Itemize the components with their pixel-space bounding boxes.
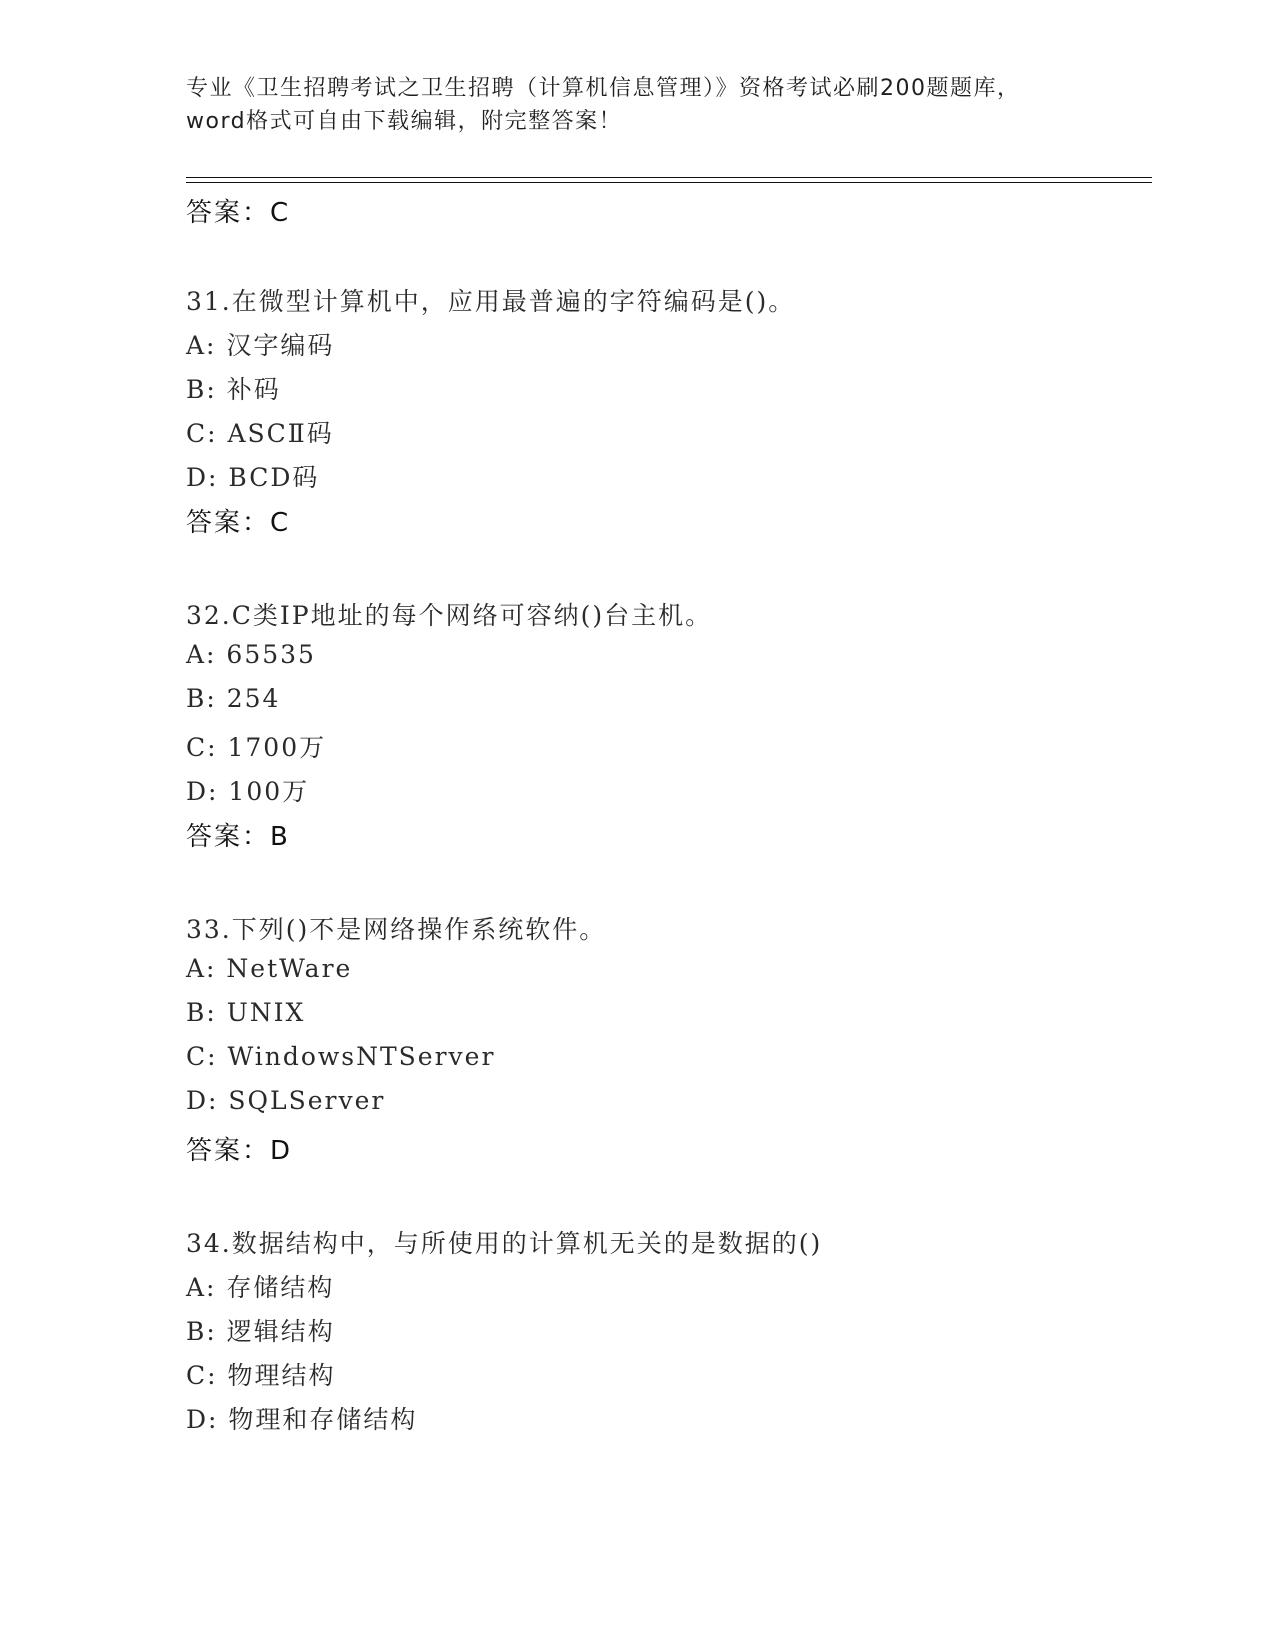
option-32-a: A: 65535	[186, 640, 316, 669]
option-34-d: D: 物理和存储结构	[186, 1405, 418, 1434]
option-34-c: C: 物理结构	[186, 1361, 336, 1390]
option-32-b: B: 254	[186, 684, 281, 713]
question-32: 32.C类IP地址的每个网络可容纳()台主机。	[186, 601, 713, 630]
answer-31: 答案：C	[186, 508, 291, 538]
question-31: 31.在微型计算机中，应用最普遍的字符编码是()。	[186, 287, 796, 316]
answer-33: 答案：D	[186, 1136, 293, 1166]
option-33-c: C: WindowsNTServer	[186, 1042, 496, 1071]
question-33: 33.下列()不是网络操作系统软件。	[186, 915, 607, 944]
option-32-d: D: 100万	[186, 777, 310, 806]
document-header	[186, 72, 1066, 138]
option-31-c: C: ASCⅡ码	[186, 419, 334, 448]
option-31-b: B: 补码	[186, 375, 281, 404]
header-line-2: word格式可自由下载编辑，附完整答案！	[186, 109, 623, 134]
option-33-a: A: NetWare	[186, 954, 353, 983]
header-divider-top	[186, 177, 1152, 178]
option-32-c: C: 1700万	[186, 733, 327, 762]
option-31-a: A: 汉字编码	[186, 331, 335, 360]
option-34-a: A: 存储结构	[186, 1273, 335, 1302]
option-33-d: D: SQLServer	[186, 1086, 386, 1115]
option-33-b: B: UNIX	[186, 998, 306, 1027]
header-line-1: 专业《卫生招聘考试之卫生招聘（计算机信息管理）》资格考试必刷200题题库，	[186, 76, 1021, 101]
option-31-d: D: BCD码	[186, 463, 320, 492]
question-34: 34.数据结构中，与所使用的计算机无关的是数据的()	[186, 1229, 823, 1258]
answer-prev: 答案：C	[186, 198, 291, 228]
option-34-b: B: 逻辑结构	[186, 1317, 335, 1346]
answer-32: 答案：B	[186, 822, 290, 852]
header-divider-bottom	[186, 182, 1152, 183]
